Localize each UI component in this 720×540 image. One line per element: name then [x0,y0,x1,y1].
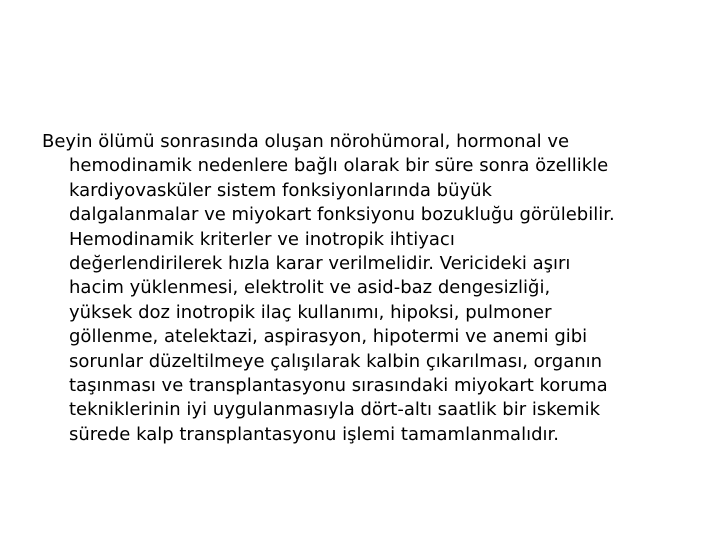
paragraph-line: hemodinamik nedenlere bağlı olarak bir süre sonra özellikle [69,155,609,177]
paragraph-line: yüksek doz inotropik ilaç kullanımı, hipoksi, pulmoner [69,301,552,323]
paragraph-line: kardiyovasküler sistem fonksiyonlarında büyük [69,179,492,201]
paragraph-line: sürede kalp transplantasyonu işlemi tamamlanmalıdır. [69,423,559,445]
paragraph-line: göllenme, atelektazi, aspirasyon, hipotermi ve anemi gibi [69,326,588,348]
paragraph-line: Hemodinamik kriterler ve inotropik ihtiyacı [69,228,455,250]
paragraph-line: hacim yüklenmesi, elektrolit ve asid-baz dengesizliği, [69,277,551,299]
paragraph-line: tekniklerinin iyi uygulanmasıyla dört-altı saatlik bir iskemik [69,399,601,421]
paragraph-line: dalgalanmalar ve miyokart fonksiyonu bozukluğu görülebilir. [69,204,615,226]
body-paragraph [42,130,702,447]
paragraph-line: değerlendirilerek hızla karar verilmelidir. Vericideki aşırı [69,253,571,275]
paragraph-line: sorunlar düzeltilmeye çalışılarak kalbin çıkarılması, organın [69,350,603,372]
paragraph-line: Beyin ölümü sonrasında oluşan nörohümoral, hormonal ve [42,131,570,152]
paragraph-line: taşınması ve transplantasyonu sırasındaki miyokart koruma [69,375,608,397]
